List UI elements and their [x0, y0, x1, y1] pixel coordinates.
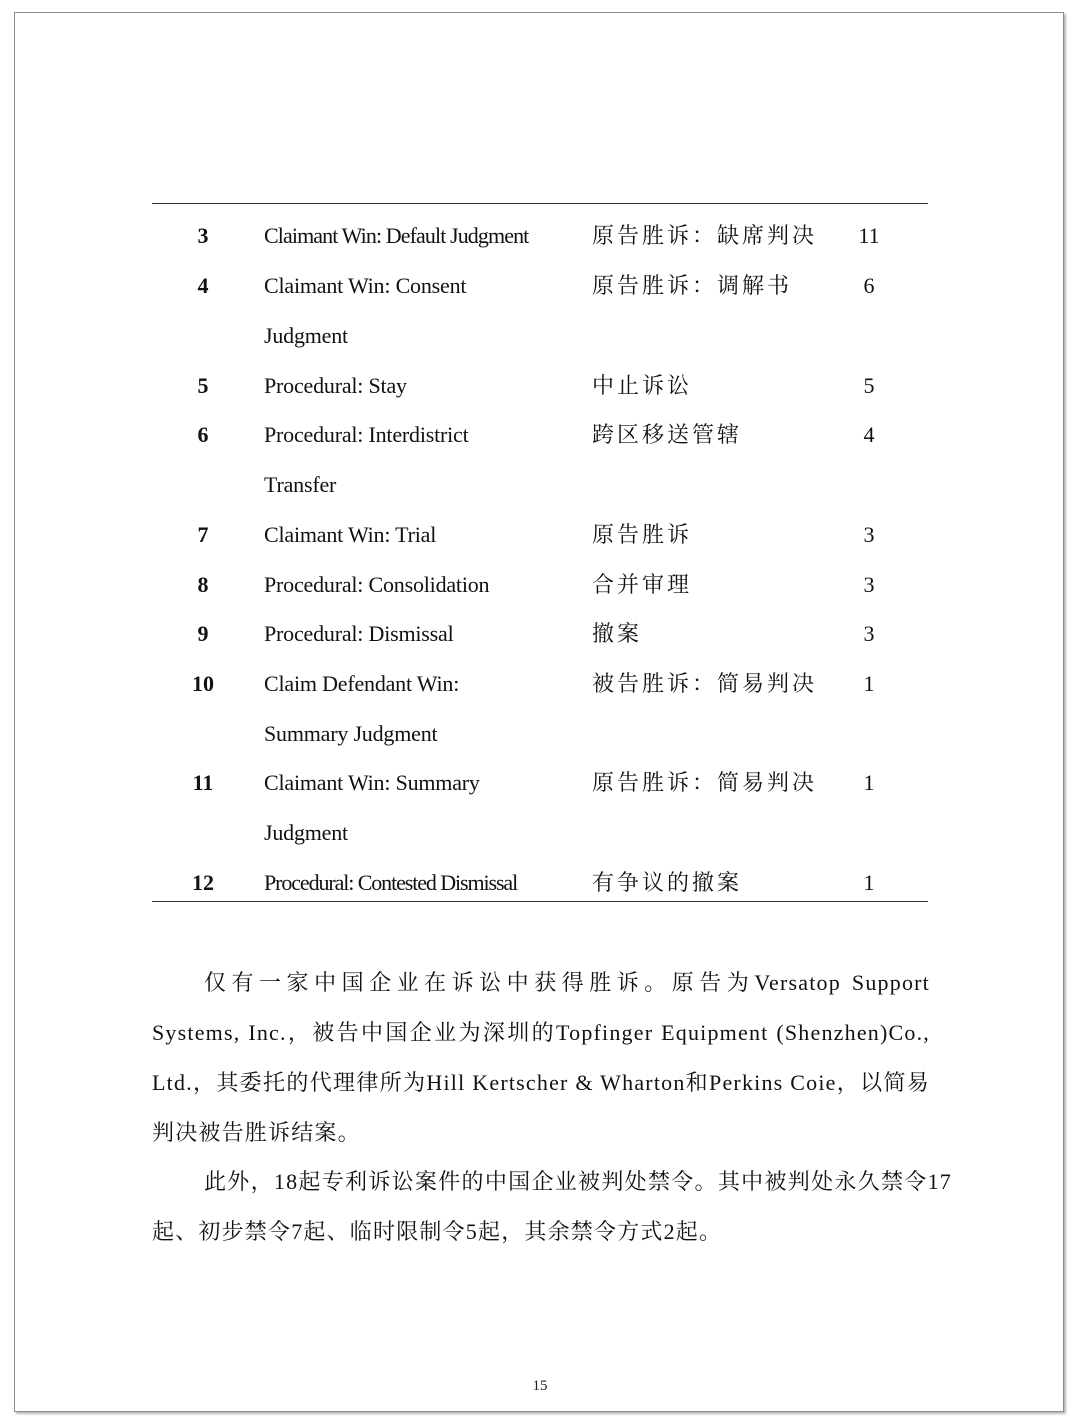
- row-english-label: Claimant Win: Trial: [264, 522, 437, 547]
- row-chinese-label: 原告胜诉: [592, 522, 693, 547]
- row-chinese-label: 原告胜诉：调解书: [592, 273, 793, 298]
- row-english-label: Claim Defendant Win: Summary Judgment: [264, 671, 460, 746]
- row-chinese-label: 合并审理: [592, 572, 693, 597]
- body-paragraph-1: 仅有一家中国企业在诉讼中获得胜诉。原告为Versatop Support Systems, Inc.，被告中国企业为深圳的Topfinger Equipment (Shenzhen)Co., Ltd.，其委托的代理律所为Hill Kertscher & Wharton和Perkins Coie，以简易判决被告胜诉结案。: [152, 970, 930, 1145]
- row-count: 4: [863, 422, 875, 447]
- row-count: 3: [863, 621, 875, 646]
- row-chinese-label: 被告胜诉：简易判决: [592, 671, 818, 696]
- row-english-label: Claimant Win: Default Judgment: [264, 223, 529, 248]
- row-count: 3: [863, 572, 875, 597]
- row-chinese-label: 中止诉讼: [592, 373, 693, 398]
- row-number: 8: [197, 572, 209, 597]
- row-number: 7: [197, 522, 209, 547]
- row-english-label: Procedural: Interdistrict Transfer: [264, 422, 469, 497]
- table-top-rule: [152, 203, 928, 204]
- row-number: 12: [192, 870, 214, 895]
- row-count: 1: [863, 671, 875, 696]
- row-number: 10: [192, 671, 214, 696]
- row-number: 3: [197, 223, 209, 248]
- row-count: 3: [863, 522, 875, 547]
- row-count: 1: [863, 770, 875, 795]
- row-chinese-label: 有争议的撤案: [592, 870, 743, 895]
- row-chinese-label: 原告胜诉：缺席判决: [592, 223, 818, 248]
- row-english-label: Procedural: Dismissal: [264, 621, 454, 646]
- row-number: 5: [197, 373, 209, 398]
- row-english-label: Procedural: Contested Dismissal: [264, 870, 518, 895]
- page-number: 15: [532, 1378, 548, 1394]
- row-chinese-label: 撤案: [592, 621, 643, 646]
- row-count: 1: [863, 870, 875, 895]
- table-bottom-rule: [152, 901, 928, 902]
- row-count: 11: [858, 223, 880, 248]
- row-count: 5: [863, 373, 875, 398]
- body-paragraph-2: 此外，18起专利诉讼案件的中国企业被判处禁令。其中被判处永久禁令17起、初步禁令7起、临时限制令5起，其余禁令方式2起。: [152, 1169, 952, 1244]
- row-english-label: Claimant Win: Consent Judgment: [264, 273, 467, 348]
- row-english-label: Procedural: Stay: [264, 373, 407, 398]
- row-number: 9: [197, 621, 209, 646]
- row-english-label: Procedural: Consolidation: [264, 572, 490, 597]
- row-chinese-label: 原告胜诉：简易判决: [592, 770, 818, 795]
- row-number: 11: [192, 770, 214, 795]
- row-count: 6: [863, 273, 875, 298]
- row-english-label: Claimant Win: Summary Judgment: [264, 770, 480, 845]
- row-number: 6: [197, 422, 209, 447]
- row-chinese-label: 跨区移送管辖: [592, 422, 743, 447]
- row-number: 4: [197, 273, 209, 298]
